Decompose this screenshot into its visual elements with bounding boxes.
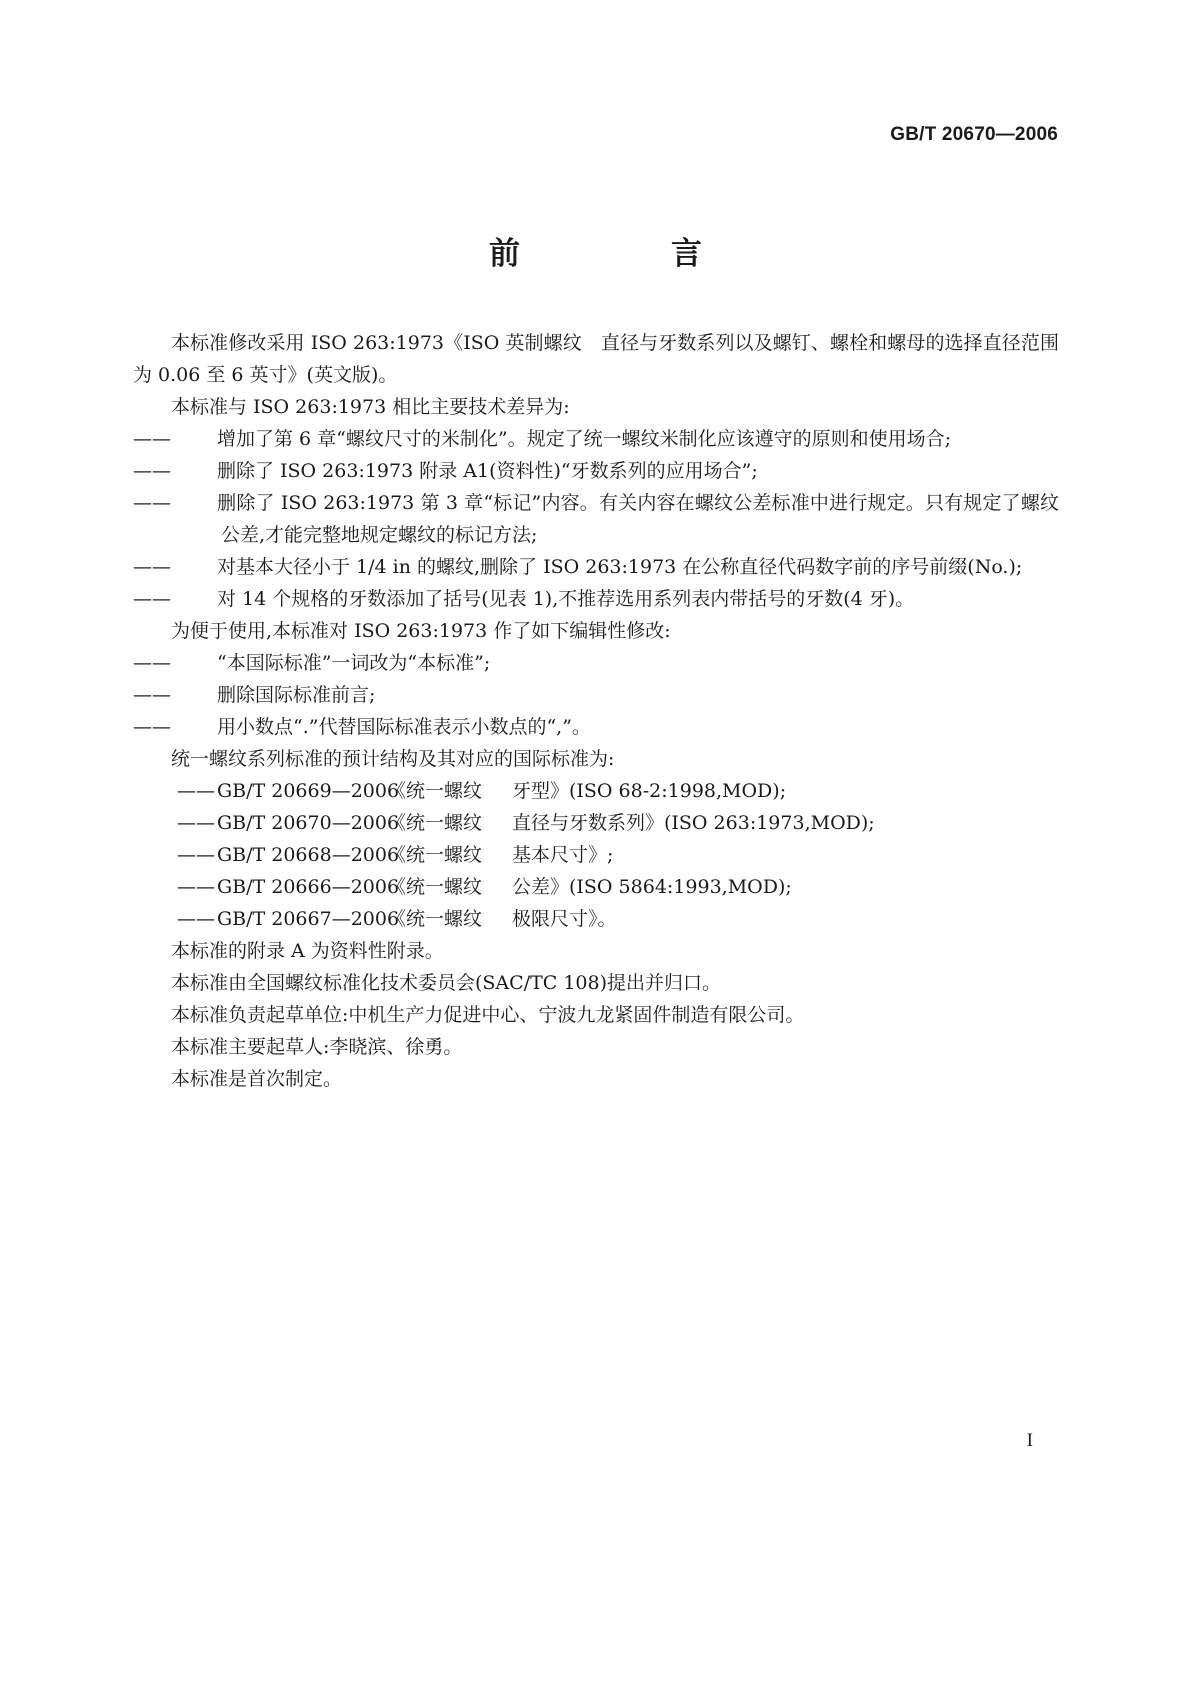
page-title: 前 言 [489, 236, 762, 272]
paragraph-structure-intro: 统一螺纹系列标准的预计结构及其对应的国际标准为: [171, 748, 615, 770]
list-item: —— “本国际标准”一词改为“本标准”; [133, 652, 491, 674]
standard-number: GB/T 20670—2006 [890, 124, 1058, 145]
list-item: —— 用小数点“.”代替国际标准表示小数点的“,”。 [133, 716, 591, 738]
page-number: I [1026, 1430, 1033, 1451]
paragraph-annex: 本标准的附录 A 为资料性附录。 [171, 940, 444, 962]
paragraph-drafters: 本标准主要起草人:李晓滨、徐勇。 [171, 1036, 463, 1058]
list-item: —— 增加了第 6 章“螺纹尺寸的米制化”。规定了统一螺纹米制化应该遵守的原则和使用场合; [133, 428, 951, 450]
list-item: —— 删除国际标准前言; [133, 684, 376, 706]
list-item: —— 删除了 ISO 263:1973 第 3 章“标记”内容。有关内容在螺纹公差标准中进行规定。只有规定了螺纹公差,才能完整地规定螺纹的标记方法; [133, 492, 1059, 546]
standard-list-item: —— GB/T 20670—2006《统一螺纹 直径与牙数系列》(ISO 263:1973,MOD); [177, 812, 875, 834]
paragraph-adoption: 本标准修改采用 ISO 263:1973《ISO 英制螺纹 直径与牙数系列以及螺钉、螺栓和螺母的选择直径范围为 0.06 至 6 英寸》(英文版)。 [133, 332, 1059, 386]
list-item: —— 删除了 ISO 263:1973 附录 A1(资料性)“牙数系列的应用场合”; [133, 460, 758, 482]
list-item: —— 对 14 个规格的牙数添加了括号(见表 1),不推荐选用系列表内带括号的牙数(4 牙)。 [133, 588, 915, 610]
paragraph-differences-intro: 本标准与 ISO 263:1973 相比主要技术差异为: [171, 396, 570, 418]
foreword-body [133, 327, 1059, 1095]
paragraph-proposer: 本标准由全国螺纹标准化技术委员会(SAC/TC 108)提出并归口。 [171, 972, 722, 994]
paragraph-first-edition: 本标准是首次制定。 [171, 1068, 343, 1090]
paragraph-editorial-intro: 为便于使用,本标准对 ISO 263:1973 作了如下编辑性修改: [171, 620, 671, 642]
standard-list-item: —— GB/T 20669—2006《统一螺纹 牙型》(ISO 68-2:1998,MOD); [177, 780, 787, 802]
paragraph-drafting-units: 本标准负责起草单位:中机生产力促进中心、宁波九龙紧固件制造有限公司。 [171, 1004, 805, 1026]
standard-list-item: —— GB/T 20667—2006《统一螺纹 极限尺寸》。 [177, 908, 617, 930]
standard-list-item: —— GB/T 20668—2006《统一螺纹 基本尺寸》; [177, 844, 614, 866]
standard-list-item: —— GB/T 20666—2006《统一螺纹 公差》(ISO 5864:1993,MOD); [177, 876, 792, 898]
list-item: —— 对基本大径小于 1/4 in 的螺纹,删除了 ISO 263:1973 在公称直径代码数字前的序号前缀(No.); [133, 556, 1023, 578]
